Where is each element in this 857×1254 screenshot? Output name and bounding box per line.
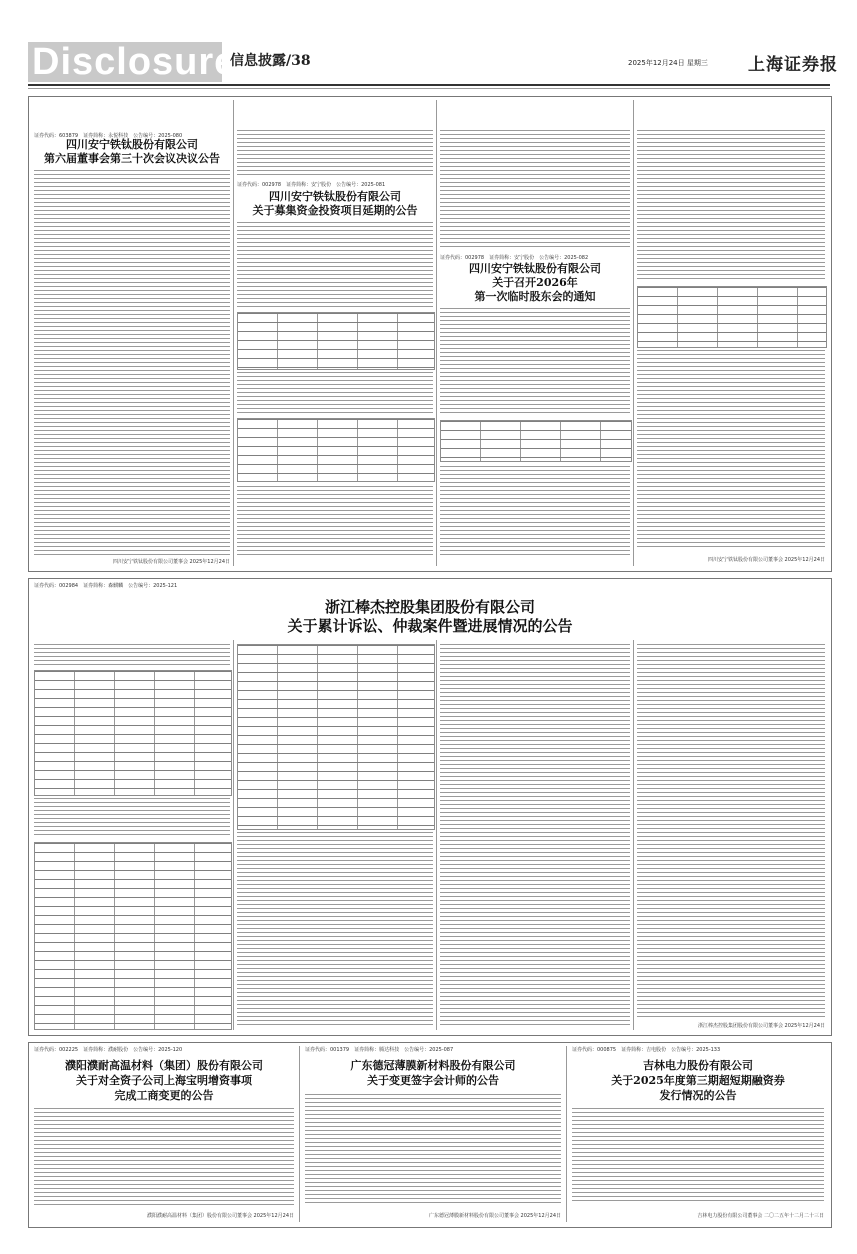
data-table <box>34 842 232 1030</box>
notice-meta: 证券代码：001379 证券简称：腾达科技 公告编号：2025-087 <box>305 1047 454 1053</box>
column-divider <box>633 100 634 566</box>
column-divider <box>436 640 437 1030</box>
notice-body-text <box>34 644 230 666</box>
notice-title-line: 四川安宁铁钛股份有限公司 <box>269 190 401 203</box>
notice-title-line: 广东德冠薄膜新材料股份有限公司 <box>350 1059 516 1072</box>
column-divider <box>633 640 634 1030</box>
notice-body-text <box>440 466 630 558</box>
notice-body-text <box>440 644 630 1028</box>
notice-signature: 濮阳濮耐高温材料（集团）股份有限公司董事会 2025年12月24日 <box>146 1213 294 1219</box>
data-table <box>637 286 827 348</box>
column-divider <box>233 640 234 1030</box>
notice-meta: 证券代码：603879 证券简称：永悦科技 公告编号：2025-080 <box>34 133 183 139</box>
notice-body-text <box>34 1108 294 1208</box>
section-label: 信息披露 <box>230 53 286 69</box>
notice-title-line: 吉林电力股份有限公司 <box>643 1059 753 1072</box>
data-table <box>237 418 435 482</box>
notice-title-line: 关于召开2026年 <box>492 276 578 289</box>
column-divider <box>566 1046 567 1222</box>
notice-signature: 广东德冠薄膜新材料股份有限公司董事会 2025年12月24日 <box>428 1213 561 1219</box>
notice-body-text <box>237 130 433 176</box>
notice-meta: 证券代码：002978 证券简称：安宁股份 公告编号：2025-081 <box>237 182 386 188</box>
notice-body-text <box>440 308 630 416</box>
notice-body-text <box>637 644 825 1018</box>
notice-title-line: 关于募集资金投资项目延期的公告 <box>252 204 418 217</box>
notice-title <box>305 1058 561 1088</box>
notice-signature: 四川安宁铁钛股份有限公司董事会 2025年12月24日 <box>707 557 825 563</box>
data-table <box>440 420 632 462</box>
notice-title <box>200 598 660 636</box>
paper-name: 上海证券报 <box>748 55 838 75</box>
data-table <box>237 644 435 830</box>
notice-meta: 证券代码：000875 证券简称：吉电股份 公告编号：2025-133 <box>572 1047 721 1053</box>
notice-body-text <box>305 1094 561 1206</box>
notice-title-line: 发行情况的公告 <box>659 1089 737 1102</box>
notice-signature: 四川安宁铁钛股份有限公司董事会 2025年12月24日 <box>112 559 230 565</box>
top-rule <box>28 84 830 86</box>
notice-meta: 证券代码：002978 证券简称：安宁股份 公告编号：2025-082 <box>440 255 589 261</box>
notice-body-text <box>34 170 230 558</box>
notice-body-text <box>237 372 433 414</box>
notice-title-line: 关于2025年度第三期超短期融资券 <box>611 1074 785 1087</box>
dateline: 2025年12月24日 星期三 <box>628 59 708 67</box>
notice-meta: 证券代码：002225 证券简称：濮耐股份 公告编号：2025-120 <box>34 1047 183 1053</box>
notice-meta: 证券代码：002984 证券简称：森麒麟 公告编号：2025-121 <box>34 583 178 589</box>
notice-body-text <box>572 1108 824 1204</box>
notice-title <box>440 262 630 304</box>
notice-title-line: 关于对全资子公司上海宝明增资事项 <box>76 1074 252 1087</box>
notice-body-text <box>237 222 433 308</box>
notice-title-line: 第一次临时股东会的通知 <box>474 290 596 303</box>
notice-title-line: 浙江棒杰控股集团股份有限公司 <box>324 598 535 616</box>
notice-body-text <box>237 832 433 1028</box>
notice-body-text <box>34 798 230 838</box>
notice-signature: 吉林电力股份有限公司董事会 二〇二五年十二月二十三日 <box>697 1213 824 1219</box>
notice-body-text <box>440 130 630 250</box>
notice-title <box>34 138 230 166</box>
top-rule-thin <box>28 88 830 89</box>
notice-title-line: 完成工商变更的公告 <box>114 1089 214 1102</box>
data-table <box>34 670 232 796</box>
notice-signature: 浙江棒杰控股集团股份有限公司董事会 2025年12月24日 <box>697 1023 825 1029</box>
notice-title-line: 第六届董事会第三十次会议决议公告 <box>44 152 220 165</box>
page-number: /38 <box>286 53 311 69</box>
notice-body-text <box>637 350 825 550</box>
notice-title-line: 关于变更签字会计师的公告 <box>367 1074 499 1087</box>
notice-title <box>572 1058 824 1103</box>
column-divider <box>299 1046 300 1222</box>
notice-body-text <box>237 486 433 558</box>
notice-title-line: 四川安宁铁钛股份有限公司 <box>66 138 198 151</box>
notice-title-line: 关于累计诉讼、仲裁案件暨进展情况的公告 <box>287 617 573 635</box>
section-name <box>230 50 311 70</box>
masthead-logo: Disclosure <box>28 42 222 82</box>
column-divider <box>233 100 234 566</box>
data-table <box>237 312 435 370</box>
notice-title <box>237 190 433 218</box>
notice-title-line: 四川安宁铁钛股份有限公司 <box>469 262 601 275</box>
column-divider <box>436 100 437 566</box>
notice-title <box>34 1058 294 1103</box>
notice-title-line: 濮阳濮耐高温材料（集团）股份有限公司 <box>65 1059 263 1072</box>
notice-body-text <box>637 130 825 280</box>
